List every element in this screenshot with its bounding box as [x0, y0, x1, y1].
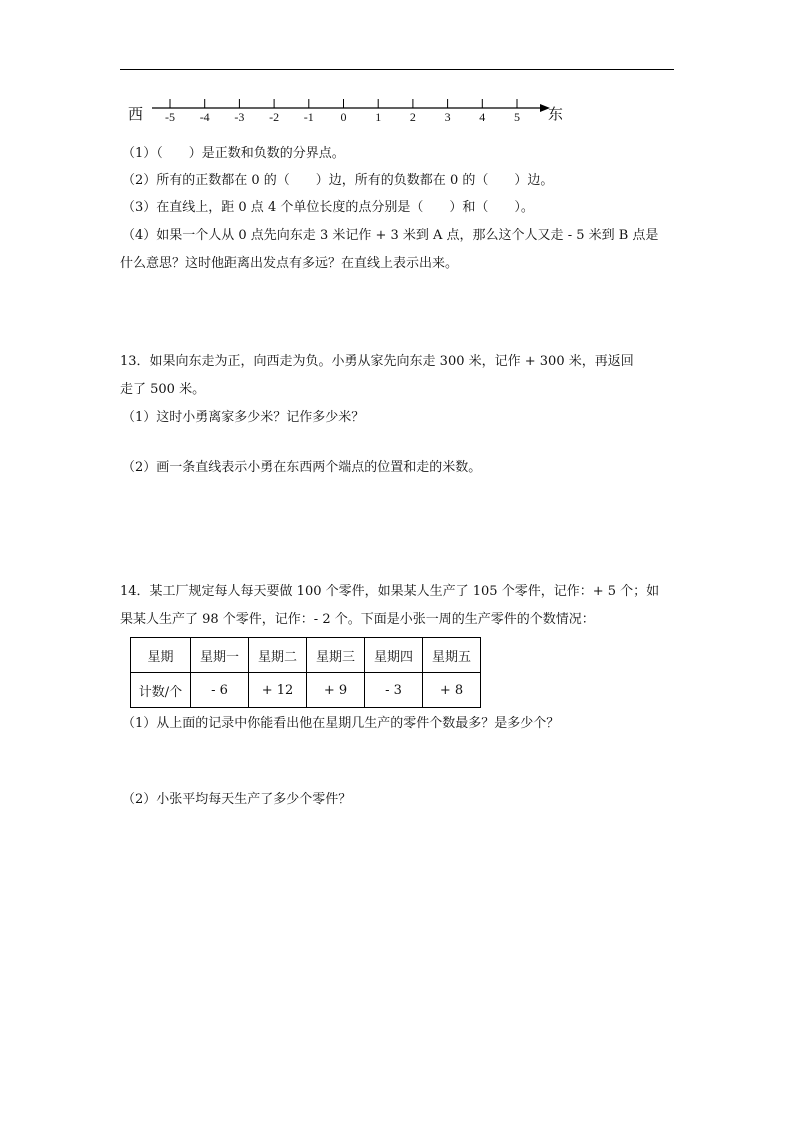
q14-stem-line1: 14．某工厂规定每人每天要做 100 个零件，如果某人生产了 105 个零件，记作：+ 5 个；如	[120, 584, 660, 599]
q12-part4-line2: 什么意思？这时他距离出发点有多远？在直线上表示出来。	[120, 256, 459, 271]
header-rule	[120, 69, 674, 70]
tick-label: 2	[409, 110, 416, 124]
west-label: 西	[128, 105, 144, 123]
table-cell: 星期一	[191, 638, 249, 673]
q13-stem-line2: 走了 500 米。	[120, 382, 206, 397]
table-cell: 星期	[131, 638, 191, 673]
east-label: 东	[548, 105, 564, 123]
tick-label: 5	[514, 110, 520, 124]
q12-part1: （1）（ ）是正数和负数的分界点。	[122, 146, 345, 161]
q12-part2: （2）所有的正数都在 0 的（ ）边，所有的负数都在 0 的（ ）边。	[122, 173, 554, 188]
table-row	[131, 673, 481, 708]
q12-part4-line1: （4）如果一个人从 0 点先向东走 3 米记作 + 3 米到 A 点，那么这个人又走 - 5 米到 B 点是	[122, 228, 659, 243]
table-cell: 星期五	[423, 638, 481, 673]
table-cell: - 3	[365, 673, 423, 708]
table-cell: - 6	[191, 673, 249, 708]
tick-label: -1	[303, 110, 314, 124]
number-line-ticks	[170, 99, 517, 108]
tick-label: 4	[479, 110, 486, 124]
table-cell: 星期三	[307, 638, 365, 673]
q14-stem-line2: 果某人生产了 98 个零件，记作：- 2 个。下面是小张一周的生产零件的个数情况：	[120, 612, 595, 627]
tick-label: -4	[199, 110, 210, 124]
q13-stem-line1: 13．如果向东走为正，向西走为负。小勇从家先向东走 300 米，记作 + 300 米，再返回	[120, 354, 634, 369]
table-header-row	[131, 638, 481, 673]
table-cell: + 8	[423, 673, 481, 708]
tick-label: 3	[444, 110, 451, 124]
q14-part1: （1）从上面的记录中你能看出他在星期几生产的零件个数最多？是多少个？	[122, 716, 560, 731]
table-cell: 星期四	[365, 638, 423, 673]
tick-label: 1	[375, 110, 382, 124]
production-table	[130, 637, 481, 708]
table-cell: 计数/个	[131, 673, 191, 708]
q13-part2: （2）画一条直线表示小勇在东西两个端点的位置和走的米数。	[122, 460, 482, 475]
table-cell: 星期二	[249, 638, 307, 673]
table-cell: + 12	[249, 673, 307, 708]
q13-part1: （1）这时小勇离家多少米？记作多少米？	[122, 410, 365, 425]
tick-label: -2	[269, 110, 280, 124]
q12-part3: （3）在直线上，距 0 点 4 个单位长度的点分别是（ ）和（ ）。	[122, 200, 534, 215]
table-cell: + 9	[307, 673, 365, 708]
q14-part2: （2）小张平均每天生产了多少个零件？	[122, 792, 352, 807]
number-line	[120, 92, 580, 132]
tick-label: 0	[340, 110, 347, 124]
tick-label: -5	[165, 110, 175, 124]
tick-label: -3	[234, 110, 245, 124]
